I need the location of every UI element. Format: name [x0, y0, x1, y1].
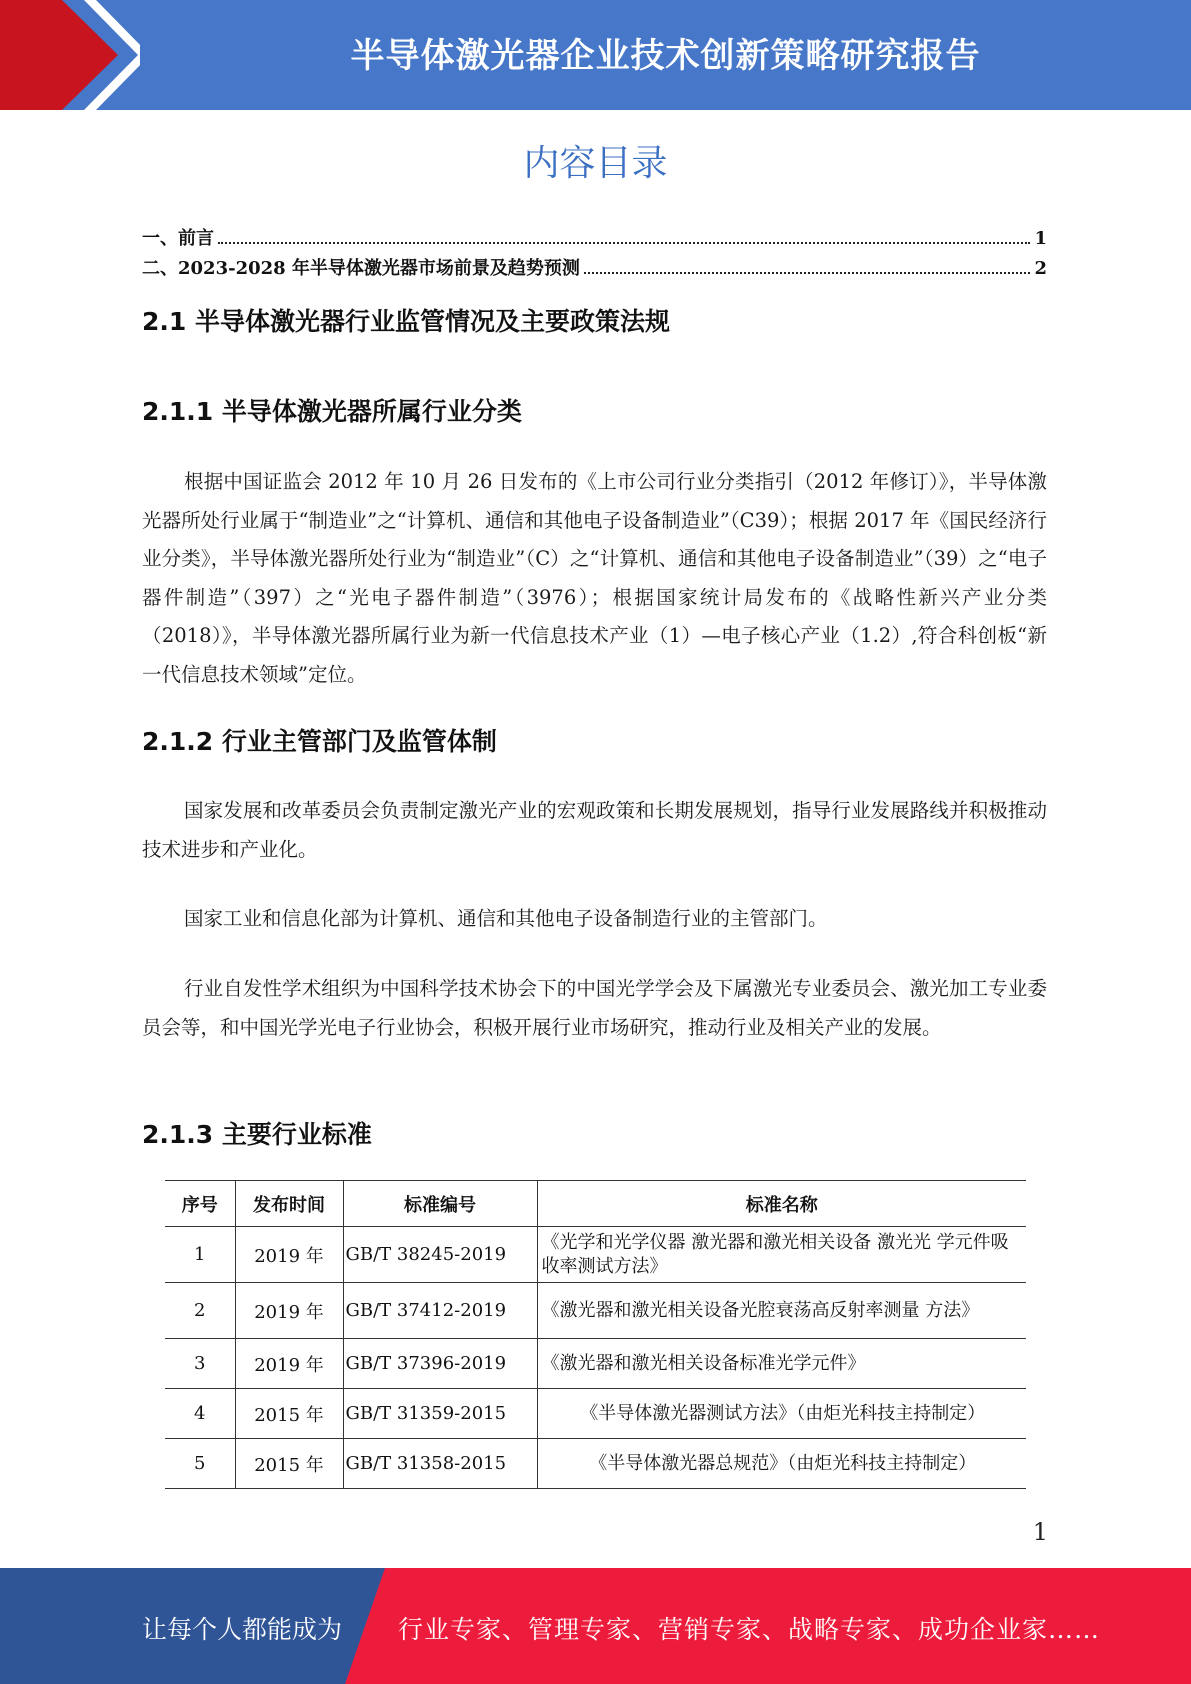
toc-entry[interactable]: [142, 254, 1047, 284]
cell-code: GB/T 31359-2015: [343, 1389, 537, 1439]
toc-entry-page: 2: [1034, 258, 1047, 279]
col-header-code: 标准编号: [343, 1181, 537, 1227]
toc-leader-dots: [218, 242, 1030, 244]
cell-name: 《激光器和激光相关设备标准光学元件》: [537, 1339, 1026, 1389]
header-banner: [0, 0, 1191, 110]
section-heading-2-1-2: 2.1.2 行业主管部门及监管体制: [142, 727, 497, 756]
table-header-row: [165, 1181, 1026, 1227]
paragraph-ndrc: 国家发展和改革委员会负责制定激光产业的宏观政策和长期发展规划，指导行业发展路线并积极推动技术进步和产业化。: [142, 799, 1047, 861]
cell-name: 《半导体激光器总规范》（由炬光科技主持制定）: [537, 1439, 1026, 1489]
col-header-date: 发布时间: [235, 1181, 343, 1227]
page-number: 1: [1032, 1518, 1048, 1546]
cell-index: 4: [165, 1389, 235, 1439]
cell-date: 2019 年: [235, 1227, 343, 1283]
section-heading-2-1-3: 2.1.3 主要行业标准: [142, 1120, 372, 1149]
cell-code: GB/T 38245-2019: [343, 1227, 537, 1283]
cell-name: 《半导体激光器测试方法》（由炬光科技主持制定）: [537, 1389, 1026, 1439]
table-of-contents: [142, 224, 1047, 284]
cell-date: 2019 年: [235, 1283, 343, 1339]
table-row: [165, 1389, 1026, 1439]
toc-entry[interactable]: [142, 224, 1047, 254]
section-heading-2-1: 2.1 半导体激光器行业监管情况及主要政策法规: [142, 307, 670, 336]
cell-date: 2015 年: [235, 1439, 343, 1489]
cell-name: 《激光器和激光相关设备光腔衰荡高反射率测量 方法》: [537, 1283, 1026, 1339]
table-row: [165, 1339, 1026, 1389]
header-arrow-decoration: [0, 0, 140, 110]
paragraph-miit: 国家工业和信息化部为计算机、通信和其他电子设备制造行业的主管部门。: [184, 907, 828, 930]
footer-slogan-left: 让每个人都能成为: [142, 1615, 343, 1644]
toc-entry-page: 1: [1034, 228, 1047, 249]
cell-index: 1: [165, 1227, 235, 1283]
cell-index: 2: [165, 1283, 235, 1339]
toc-leader-dots: [584, 272, 1031, 274]
toc-entry-label: 二、2023-2028 年半导体激光器市场前景及趋势预测: [142, 258, 580, 279]
toc-title: 内容目录: [523, 143, 668, 184]
col-header-index: 序号: [165, 1181, 235, 1227]
section-heading-2-1-1: 2.1.1 半导体激光器所属行业分类: [142, 397, 522, 426]
table-row: [165, 1283, 1026, 1339]
standards-table: [165, 1180, 1026, 1489]
cell-code: GB/T 31358-2015: [343, 1439, 537, 1489]
toc-entry-label: 一、前言: [142, 228, 214, 249]
paragraph-industry-classification: 根据中国证监会 2012 年 10 月 26 日发布的《上市公司行业分类指引（2012 年修订）》，半导体激光器所处行业属于“制造业”之“计算机、通信和其他电子设备制造业”（C39）；根据 2017 年《国民经济行业分类》，半导体激光器所处行业为“制造业”（C）之“计算机、通信和其他电子设备制造业”（39）之“电子器件制造”（397）之“光电子器件制造”（3976）；根据国家统计局发布的《战略性新兴产业分类（2018）》，半导体激光器所属行业为新一代信息技术产业（1）—电子核心产业（1.2）,符合科创板“新一代信息技术领域”定位。: [142, 470, 1047, 686]
col-header-name: 标准名称: [537, 1181, 1026, 1227]
cell-date: 2015 年: [235, 1389, 343, 1439]
table-row: [165, 1439, 1026, 1489]
cell-index: 5: [165, 1439, 235, 1489]
table-row: [165, 1227, 1026, 1283]
cell-date: 2019 年: [235, 1339, 343, 1389]
footer-slogan-right: 行业专家、管理专家、营销专家、战略专家、成功企业家……: [398, 1615, 1101, 1644]
cell-name: 《光学和光学仪器 激光器和激光相关设备 激光光 学元件吸收率测试方法》: [537, 1227, 1026, 1283]
paragraph-academic-org: 行业自发性学术组织为中国科学技术协会下的中国光学学会及下属激光专业委员会、激光加工专业委员会等，和中国光学光电子行业协会，积极开展行业市场研究，推动行业及相关产业的发展。: [142, 977, 1047, 1039]
cell-code: GB/T 37396-2019: [343, 1339, 537, 1389]
cell-index: 3: [165, 1339, 235, 1389]
footer-banner: [0, 1568, 1191, 1684]
cell-code: GB/T 37412-2019: [343, 1283, 537, 1339]
report-title: 半导体激光器企业技术创新策略研究报告: [350, 36, 981, 76]
